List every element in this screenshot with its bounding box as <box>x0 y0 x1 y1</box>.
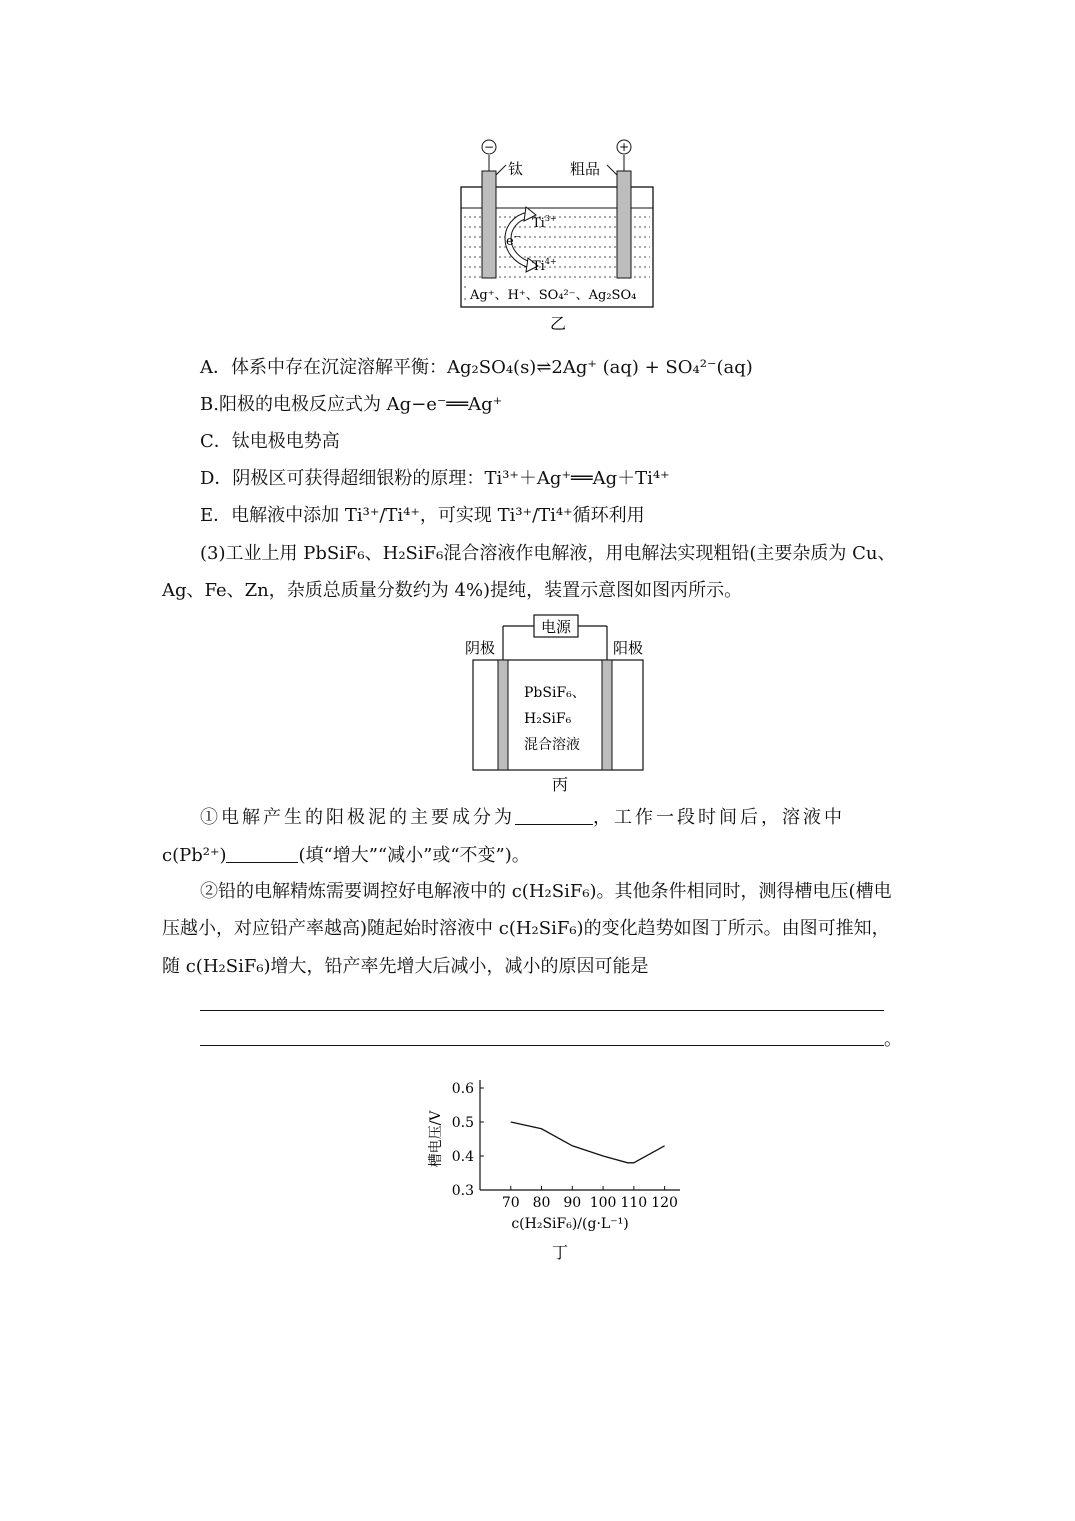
y-tick-label: 0.3 <box>451 1183 474 1199</box>
y-tick-label: 0.6 <box>451 1081 474 1097</box>
figure-yi-caption: 乙 <box>549 314 567 333</box>
solution-label-2: H₂SiF₆ <box>524 711 572 727</box>
ti3-label: $Ti^{3+}$ <box>532 214 557 231</box>
x-tick-label: 100 <box>589 1195 617 1211</box>
cathode-sign: − <box>483 140 495 154</box>
option-e: E．电解液中添加 Ti³⁺/Ti⁴⁺，可实现 Ti³⁺/Ti⁴⁺循环利用 <box>200 505 645 526</box>
x-tick-label: 90 <box>563 1195 582 1211</box>
series-line <box>511 1122 665 1163</box>
solution-label-1: PbSiF₆、 <box>524 685 586 701</box>
figure-ding-chart <box>420 1070 700 1270</box>
cathode-electrode <box>482 171 496 278</box>
q3-1-text-a: ①电解产生的阳极泥的主要成分为 <box>200 807 515 828</box>
q3-2-line-3: 随 c(H₂SiF₆)增大，铅产率先增大后减小，减小的原因可能是 <box>162 956 649 977</box>
figure-bing-caption: 丙 <box>551 775 569 794</box>
option-b <box>200 393 502 417</box>
figure-yi <box>440 135 680 335</box>
anode-electrode <box>617 171 631 278</box>
q3-2-line-2: 压越小，对应铅产率越高)随起始时溶液中 c(H₂SiF₆)的变化趋势如图丁所示。由图可推知， <box>162 918 890 939</box>
q3-line-1: (3)工业上用 PbSiF₆、H₂SiF₆混合溶液作电解液，用电解法实现粗铅(主要杂质为 Cu、 <box>200 543 896 564</box>
power-supply-label: 电源 <box>540 618 572 636</box>
y-axis-label: 槽电压/V <box>428 1110 444 1168</box>
anode-sign: + <box>618 140 630 154</box>
q3-2-line-1: ②铅的电解精炼需要调控好电解液中的 c(H₂SiF₆)。其他条件相同时，测得槽电压(槽电 <box>200 881 892 902</box>
ti4-label: $Ti^{4+}$ <box>532 257 557 274</box>
figure-bing <box>460 612 660 798</box>
cathode-label: 阴极 <box>465 639 496 657</box>
option-b-equation: Ag−e⁻══Ag⁺ <box>386 394 503 415</box>
electron-label: e− <box>506 232 521 249</box>
anode-label: 粗品 <box>570 160 601 178</box>
y-tick-label: 0.4 <box>451 1149 474 1165</box>
cathode-plate <box>498 660 508 770</box>
q3-1-text-c: c(Pb²⁺) <box>162 845 227 866</box>
q3-1-line-2 <box>162 844 530 868</box>
figure-ding-caption: 丁 <box>551 1243 569 1262</box>
option-c: C．钛电极电势高 <box>200 431 340 452</box>
option-d-equation: Ti³⁺＋Ag⁺══Ag＋Ti⁴⁺ <box>484 468 670 489</box>
q3-1-text-b: ，工作一段时间后，溶液中 <box>593 807 845 828</box>
bottom-ions-label: Ag⁺、H⁺、SO₄²⁻、Ag₂SO₄ <box>470 288 637 303</box>
anode-plate <box>602 660 612 770</box>
anode-label: 阳极 <box>613 639 644 657</box>
answer-line-2[interactable] <box>200 1045 884 1046</box>
option-b-prefix: B.阳极的电极反应式为 <box>200 394 387 415</box>
q3-line-2: Ag、Fe、Zn，杂质总质量分数约为 4%)提纯，装置示意图如图丙所示。 <box>162 580 743 601</box>
x-tick-label: 120 <box>651 1195 678 1211</box>
x-axis-label: c(H₂SiF₆)/(g·L⁻¹) <box>511 1216 629 1232</box>
option-d-prefix: D．阴极区可获得超细银粉的原理： <box>200 468 485 489</box>
x-tick-label: 110 <box>620 1195 648 1211</box>
option-a-prefix: A．体系中存在沉淀溶解平衡： <box>200 357 447 378</box>
x-tick-label: 80 <box>532 1195 551 1211</box>
x-tick-label: 70 <box>501 1195 520 1211</box>
end-mark: 。 <box>884 1029 902 1050</box>
answer-blank-1[interactable] <box>515 806 593 825</box>
answer-blank-2[interactable] <box>226 844 298 863</box>
option-a <box>200 356 753 380</box>
y-tick-label: 0.5 <box>451 1115 474 1131</box>
option-d <box>200 467 670 491</box>
q3-1-text-d: (填“增大”“减小”或“不变”)。 <box>298 845 530 866</box>
cathode-label: 钛 <box>508 160 524 178</box>
q3-1-line-1 <box>200 806 845 830</box>
option-a-equation: Ag₂SO₄(s)⇌2Ag⁺ (aq) + SO₄²⁻(aq) <box>447 357 753 378</box>
answer-line-1[interactable] <box>200 1010 884 1011</box>
solution-label-3: 混合溶液 <box>524 737 580 753</box>
